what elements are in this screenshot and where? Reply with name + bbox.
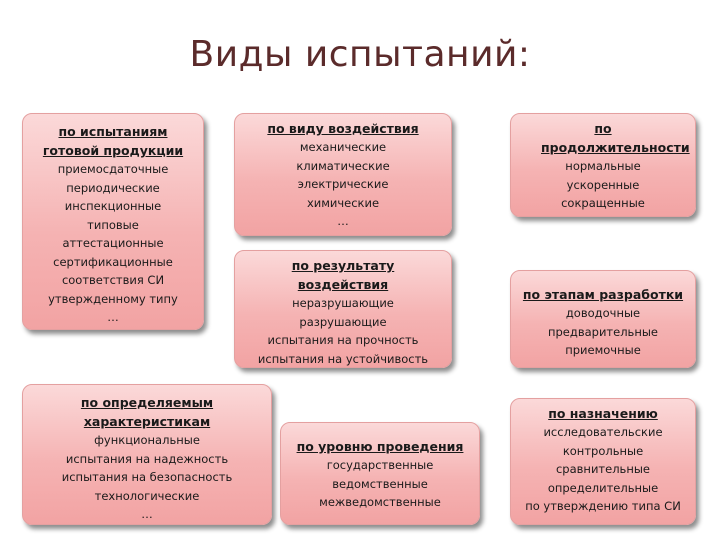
box-item: химические — [306, 195, 380, 210]
box-item: по утверждению типа СИ — [525, 499, 681, 513]
box-items — [235, 138, 451, 231]
box-item: разрушающие — [299, 314, 387, 329]
box-items — [23, 160, 203, 327]
box-item: соответствия СИ — [61, 273, 165, 287]
box-item: климатические — [296, 158, 390, 173]
box-result — [234, 250, 452, 368]
box-item: неразрушающие — [292, 296, 394, 310]
box-item: приемосдаточные — [57, 162, 169, 176]
box-item: испытания на безопасность — [61, 470, 233, 484]
box-heading: по результату воздействия — [291, 258, 395, 292]
box-items — [511, 304, 695, 360]
box-heading: по этапам разработки — [522, 287, 684, 302]
box-item: испытания на устойчивость — [257, 351, 429, 366]
box-heading: по уровню проведения — [296, 439, 464, 454]
box-items — [281, 456, 479, 512]
box-item: технологические — [94, 488, 200, 503]
box-items — [235, 294, 451, 368]
box-item: инспекционные — [64, 199, 162, 213]
box-heading: по испытаниям готовой продукции — [42, 124, 184, 158]
box-item: сертификационные — [53, 254, 173, 269]
box-item: предварительные — [547, 324, 659, 339]
box-heading: по виду воздействия — [267, 121, 419, 136]
box-item: типовые — [87, 217, 139, 232]
box-item: сравнительные — [555, 462, 651, 476]
box-items — [511, 157, 695, 213]
box-heading: по продолжительности — [541, 121, 690, 155]
box-item: контрольные — [562, 443, 644, 458]
box-item: функциональные — [94, 433, 200, 447]
box-purpose — [510, 398, 696, 525]
box-item: межведомственные — [319, 495, 441, 509]
box-development-stages — [510, 270, 696, 368]
box-impact-type — [234, 113, 452, 236]
box-item: аттестационные — [62, 236, 164, 250]
box-duration — [510, 113, 696, 217]
box-item: ведомственные — [332, 476, 428, 491]
box-item: испытания на надежность — [65, 451, 229, 466]
box-item: нормальные — [565, 159, 641, 173]
box-item: механические — [299, 140, 387, 154]
box-level — [280, 422, 480, 525]
page-title: Виды испытаний: — [189, 34, 531, 75]
box-item: доводочные — [565, 306, 641, 320]
box-heading: по назначению — [548, 406, 658, 421]
box-item: … — [337, 214, 349, 228]
box-item: электрические — [297, 177, 389, 191]
box-item: периодические — [66, 180, 160, 195]
box-item: испытания на прочность — [267, 333, 419, 347]
box-heading: по определяемым характеристикам — [80, 395, 214, 429]
box-item: ускоренные — [566, 177, 640, 192]
box-item: определительные — [547, 480, 659, 495]
box-item: … — [141, 507, 153, 521]
box-characteristics — [22, 384, 272, 525]
box-item: приемочные — [565, 343, 641, 357]
box-item: сокращенные — [561, 196, 645, 210]
box-item: … — [107, 310, 119, 324]
box-item: утвержденному типу — [48, 291, 178, 306]
box-items — [23, 431, 271, 524]
box-product-tests — [22, 113, 204, 330]
box-item: государственные — [326, 458, 434, 472]
box-item: исследовательские — [543, 425, 663, 439]
box-items — [511, 423, 695, 516]
